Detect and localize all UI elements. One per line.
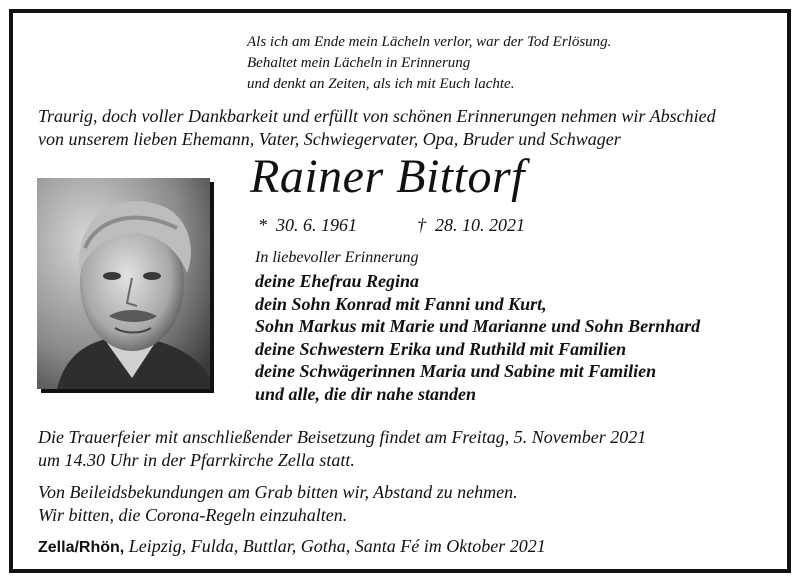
place-and-date (38, 535, 546, 559)
family-line: und alle, die dir nahe standen (255, 383, 477, 404)
portrait-photo (37, 178, 210, 389)
funeral-info (38, 426, 646, 472)
death-date: † 28. 10. 2021 (417, 215, 525, 235)
intro-line: von unserem lieben Ehemann, Vater, Schwiegervater, Opa, Bruder und Schwager (38, 129, 621, 149)
remembrance-label: In liebevoller Erinnerung (255, 249, 419, 266)
hometown: Zella/Rhön, (38, 539, 125, 556)
family-line: deine Schwestern Erika und Ruthild mit Familien (255, 338, 627, 359)
poem-line: Als ich am Ende mein Lächeln verlor, war der Tod Erlösung. (247, 34, 612, 50)
birth-date: * 30. 6. 1961 (258, 215, 357, 235)
family-list (255, 270, 700, 405)
condolence-note (38, 481, 518, 527)
poem-line: Behaltet mein Lächeln in Erinnerung (247, 55, 471, 71)
intro-text (38, 105, 716, 151)
funeral-line: Die Trauerfeier mit anschließender Beisetzung findet am Freitag, 5. November 2021 (38, 427, 647, 447)
poem (247, 32, 611, 95)
places-and-date: Leipzig, Fulda, Buttlar, Gotha, Santa Fé im Oktober 2021 (124, 536, 546, 556)
portrait-image (37, 178, 210, 389)
family-line: deine Schwägerinnen Maria und Sabine mit Familien (255, 361, 657, 381)
family-line: Sohn Markus mit Marie und Marianne und Sohn Bernhard (255, 316, 701, 336)
condolence-line: Wir bitten, die Corona-Regeln einzuhalten. (38, 505, 348, 525)
deceased-name: Rainer Bittorf (250, 150, 525, 203)
poem-line: und denkt an Zeiten, als ich mit Euch lachte. (247, 76, 515, 92)
life-dates (258, 214, 525, 236)
intro-line: Traurig, doch voller Dankbarkeit und erfüllt von schönen Erinnerungen nehmen wir Abschied (38, 106, 716, 126)
condolence-line: Von Beileidsbekundungen am Grab bitten wir, Abstand zu nehmen. (38, 482, 518, 502)
family-line: deine Ehefrau Regina (255, 271, 420, 291)
funeral-line: um 14.30 Uhr in der Pfarrkirche Zella statt. (38, 450, 355, 470)
family-line: dein Sohn Konrad mit Fanni und Kurt, (255, 293, 547, 314)
